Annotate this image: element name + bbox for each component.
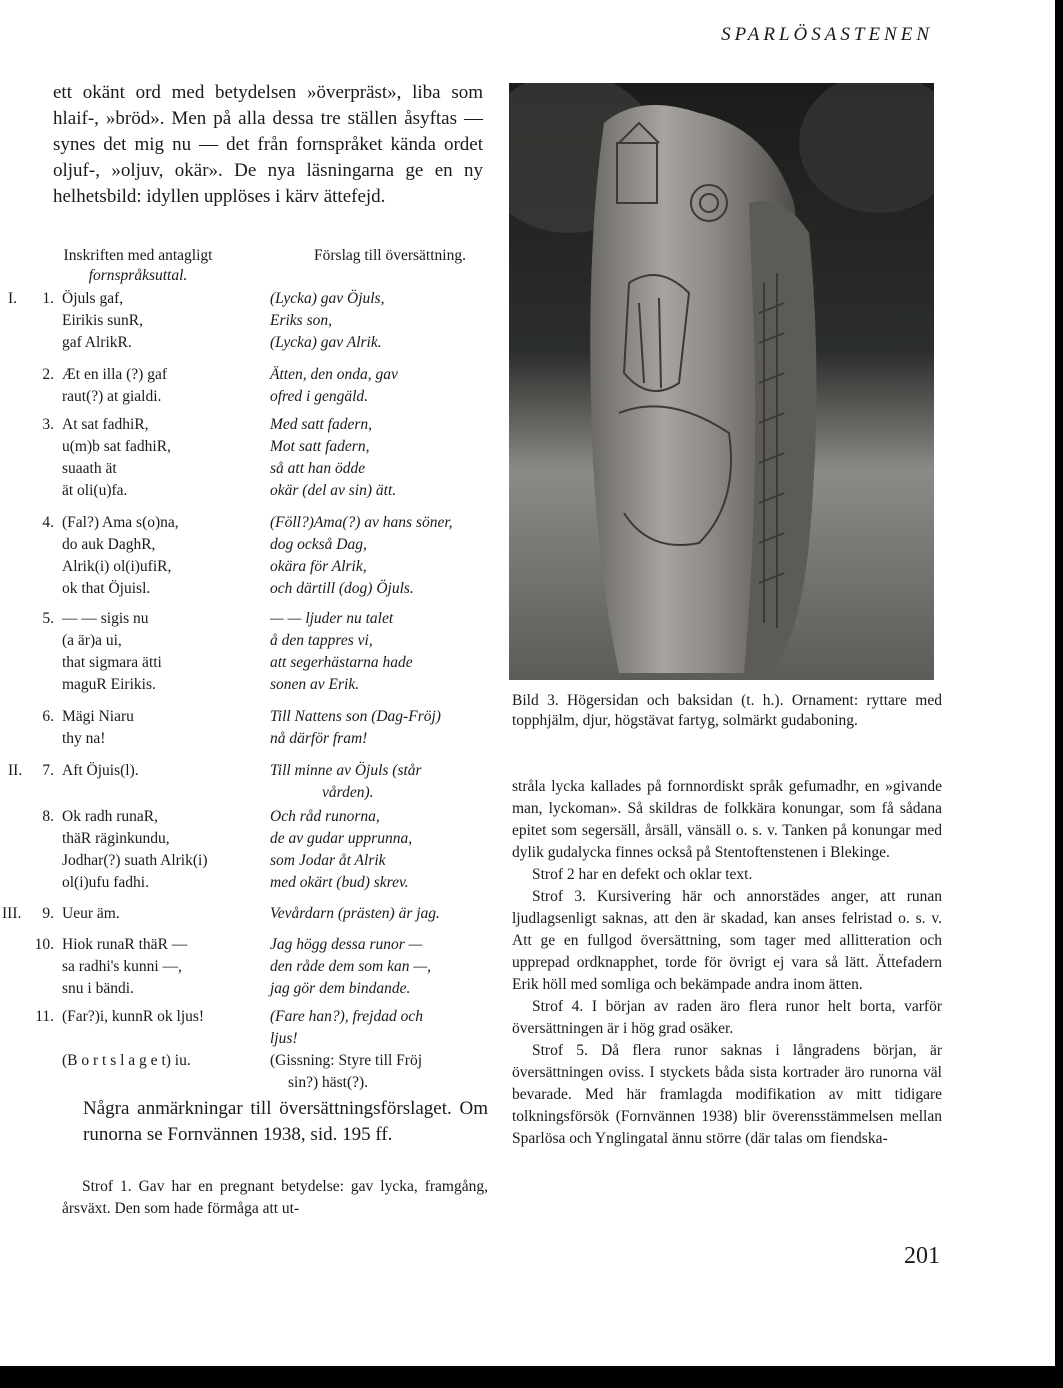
translation-line: sin?) häst(?). <box>288 1074 369 1091</box>
body-paragraph: Strof 4. I början av raden äro flera runor helt borta, varför översättningen är i hög grad osäker. <box>512 998 942 1037</box>
header-left-line1: Inskriften med antagligt <box>63 247 213 264</box>
body-paragraph: Strof 2 har en defekt och oklar text. <box>532 866 753 883</box>
translation-text <box>270 706 495 750</box>
translation-line: med okärt (bud) skrev. <box>270 874 409 891</box>
translation-line: Ätten, den onda, gav <box>270 366 398 383</box>
translation-line: Till Nattens son (Dag-Fröj) <box>270 708 441 725</box>
runic-line: At sat fadhiR, <box>62 416 149 433</box>
page-edge <box>0 1366 1063 1388</box>
translation-line: nå därför fram! <box>270 730 368 747</box>
translation-line: sonen av Erik. <box>270 676 360 693</box>
runic-line: Öjuls gaf, <box>62 290 124 307</box>
runic-text <box>62 1050 262 1072</box>
runic-text <box>62 934 262 1000</box>
body-paragraph: Strof 3. Kursivering här och annorstädes anger, att runan ljudlagsenligt saknas, att den är skadad, kan anses felristad o. s. v. Att ge en fullgod översättning, som tager med allitteration och upprepad ordknapphet, torde för övrigt ej vara så lätt. Ättefadern Erik höll med somliga och bekämpade andra inom ätten. <box>512 888 942 993</box>
translation-text <box>270 512 495 600</box>
translation-line: ofred i gengäld. <box>270 388 369 405</box>
runic-line: Jodhar(?) suath Alrik(i) <box>62 852 208 869</box>
translation-line: okär (del av sin) ätt. <box>270 482 397 499</box>
page-number: 201 <box>904 1243 940 1269</box>
translation-line: Till minne av Öjuls (står <box>270 762 422 779</box>
inscription-header-right: Förslag till översättning. <box>314 247 466 264</box>
strophe-number: 4. <box>42 514 54 531</box>
translation-line: å den tappres vi, <box>270 632 373 649</box>
runic-line: raut(?) at gialdi. <box>62 388 162 405</box>
running-header: SPARLÖSASTENEN <box>721 24 933 45</box>
section-label: II. <box>8 762 23 779</box>
runic-line: ol(i)ufu fadhi. <box>62 874 149 891</box>
figure-photo <box>509 83 934 680</box>
translation-line: (Lycka) gav Alrik. <box>270 334 382 351</box>
translation-text <box>270 903 495 925</box>
runic-line: (Fal?) Ama s(o)na, <box>62 514 179 531</box>
translation-line: (Lycka) gav Öjuls, <box>270 290 385 307</box>
translation-line: Med satt fadern, <box>270 416 373 433</box>
strof1-text: Strof 1. Gav har en pregnant betydelse: gav lycka, framgång, årsväxt. Den som hade förmåga att ut- <box>62 1178 488 1217</box>
translation-text <box>270 288 495 354</box>
translation-line: dog också Dag, <box>270 536 367 553</box>
translation-line: Mot satt fadern, <box>270 438 370 455</box>
runic-line: maguR Eirikis. <box>62 676 156 693</box>
translation-text <box>270 608 495 696</box>
figure-caption <box>512 691 942 731</box>
runic-line: Hiok runaR thäR — <box>62 936 188 953</box>
runic-line: snu i bändi. <box>62 980 134 997</box>
runic-text <box>62 288 262 354</box>
runic-text <box>62 608 262 696</box>
translation-text <box>270 806 495 894</box>
strophe-number: 6. <box>42 708 54 725</box>
runic-line: Ok radh runaR, <box>62 808 158 825</box>
page-edge <box>1055 0 1063 1388</box>
runic-line: Eirikis sunR, <box>62 312 143 329</box>
translation-text <box>270 1050 495 1094</box>
translation-line: ljus! <box>270 1030 298 1047</box>
translation-line: vården). <box>322 784 374 801</box>
runic-text <box>62 806 262 894</box>
runic-line: do auk DaghR, <box>62 536 156 553</box>
runic-line: (B o r t s l a g e t) iu. <box>62 1052 191 1069</box>
runic-text <box>62 414 262 502</box>
translation-line: Eriks son, <box>270 312 332 329</box>
translation-line: (Gissning: Styre till Fröj <box>270 1052 422 1069</box>
strophe-number: 10. <box>34 936 54 953</box>
runic-line: suaath ät <box>62 460 117 477</box>
runic-text <box>62 760 262 782</box>
strophe-number: 7. <box>42 762 54 779</box>
runic-line: Æt en illa (?) gaf <box>62 366 168 383</box>
runic-line: ät oli(u)fa. <box>62 482 128 499</box>
translation-line: de av gudar upprunna, <box>270 830 413 847</box>
body-paragraph: Strof 5. Då flera runor saknas i långradens början, är översättningen oviss. I styckets båda sista kortrader äro runorna väl bevarade. Med här framlagda modifikation av mitt tidigare tolkningsförsök (Fornvännen 1938) blir överensstämmelsen mellan Sparlösa och Ynglingatal ännu större (där talas om fiendska- <box>512 1042 942 1147</box>
strophe-number: 11. <box>35 1008 54 1025</box>
caption-text: Bild 3. Högersidan och baksidan (t. h.). Ornament: ryttare med topphjälm, djur, högstävat fartyg, solmärkt gudaboning. <box>512 692 942 729</box>
strophe-number: 3. <box>42 416 54 433</box>
remarks-text: Några anmärkningar till översättningsförslaget. Om runorna se Fornvännen 1938, sid. 195 ff. <box>83 1098 488 1145</box>
runic-text <box>62 706 262 750</box>
runic-text <box>62 903 262 925</box>
translation-text <box>270 1006 495 1050</box>
right-column <box>512 776 942 1150</box>
translation-text <box>270 414 495 502</box>
runic-line: — — sigis nu <box>62 610 149 627</box>
runic-line: Alrik(i) ol(i)ufiR, <box>62 558 172 575</box>
runic-line: ok that Öjuisl. <box>62 580 151 597</box>
section-label: III. <box>2 905 22 922</box>
translation-line: den råde dem som kan —, <box>270 958 432 975</box>
strof1-paragraph <box>62 1176 488 1220</box>
rune-stone-image <box>509 83 934 680</box>
strophe-number: 1. <box>42 290 54 307</box>
translation-text <box>270 934 495 1000</box>
strophe-number: 2. <box>42 366 54 383</box>
translation-line: jag gör dem bindande. <box>270 980 411 997</box>
section-label: I. <box>8 290 18 307</box>
runic-line: gaf AlrikR. <box>62 334 132 351</box>
runic-line: sa radhi's kunni —, <box>62 958 182 975</box>
intro-paragraph <box>53 80 483 210</box>
runic-text <box>62 364 262 408</box>
runic-line: Mägi Niaru <box>62 708 134 725</box>
intro-text: ett okänt ord med betydelsen »överpräst», liba som hlaif-, »bröd». Men på alla dessa tre ställen åsyftas — synes det mig nu — det från fornspråket kända ordet oljuf-, »oljuv, okär». De nya läsningarna ge en ny helhetsbild: idyllen upplöses i kärv ättefejd. <box>53 82 483 207</box>
runic-line: thäR räginkundu, <box>62 830 170 847</box>
runic-line: that sigmara ätti <box>62 654 162 671</box>
translation-line: (Föll?)Ama(?) av hans söner, <box>270 514 453 531</box>
strophe-number: 5. <box>42 610 54 627</box>
translation-line: Jag högg dessa runor — <box>270 936 423 953</box>
translation-line: (Fare han?), frejdad och <box>270 1008 423 1025</box>
translation-text <box>270 760 495 804</box>
translation-line: Och råd runorna, <box>270 808 380 825</box>
runic-line: (Far?)i, kunnR ok ljus! <box>62 1008 205 1025</box>
translation-line: okära för Alrik, <box>270 558 367 575</box>
header-left-line2: fornspråksuttal. <box>88 267 188 284</box>
translation-line: att segerhästarna hade <box>270 654 413 671</box>
runic-line: thy na! <box>62 730 106 747</box>
translation-line: — — ljuder nu talet <box>270 610 394 627</box>
runic-text <box>62 1006 262 1028</box>
translation-line: så att han ödde <box>270 460 366 477</box>
translation-line: som Jodar åt Alrik <box>270 852 386 869</box>
inscription-header-left <box>38 246 238 286</box>
runic-text <box>62 512 262 600</box>
strophe-number: 8. <box>42 808 54 825</box>
runic-line: Aft Öjuis(l). <box>62 762 139 779</box>
translation-line: och därtill (dog) Öjuls. <box>270 580 414 597</box>
translation-line: Vevårdarn (prästen) är jag. <box>270 905 440 922</box>
body-paragraph: stråla lycka kallades på fornnordiskt språk gefumadhr, en »givande man, lyckoman». Så skildras de folkkära konungar, som få sådana epitet som segersäll, årsäll, vänsäll o. s. v. Tanken på konungar med dylik gudalycka finnes också på Stentoftenstenen i Blekinge. <box>512 778 942 861</box>
strophe-number: 9. <box>42 905 54 922</box>
runic-line: (a är)a ui, <box>62 632 122 649</box>
translation-text <box>270 364 495 408</box>
runic-line: Ueur äm. <box>62 905 120 922</box>
remarks-paragraph <box>83 1096 488 1148</box>
runic-line: u(m)b sat fadhiR, <box>62 438 171 455</box>
